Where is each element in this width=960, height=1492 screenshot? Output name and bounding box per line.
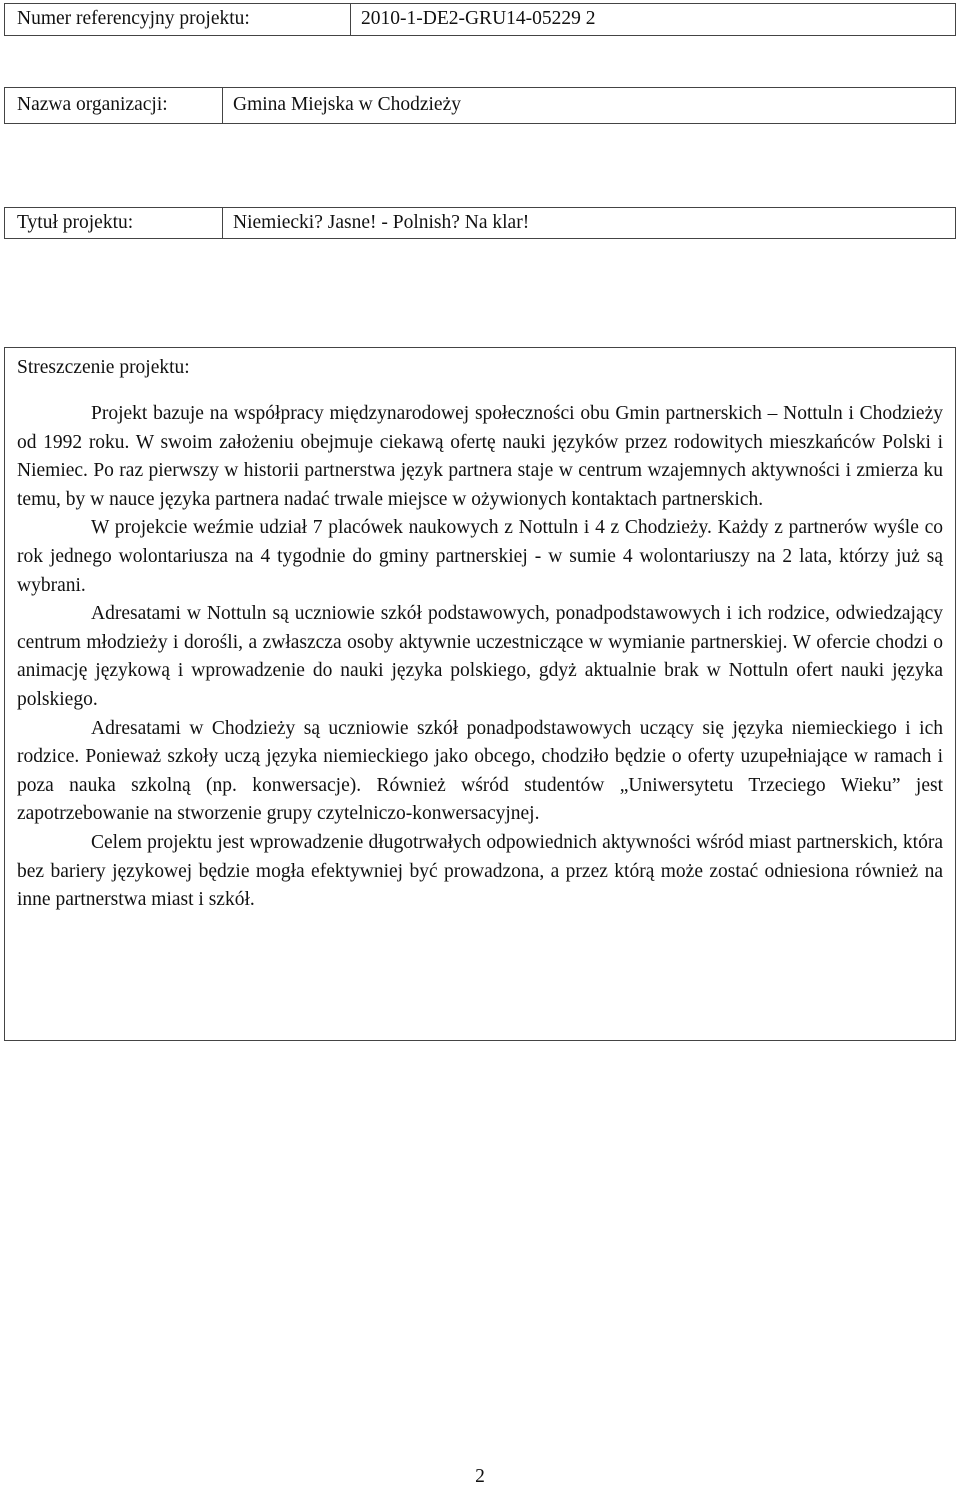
organization-row [4, 87, 956, 124]
organization-label: Nazwa organizacji: [5, 88, 223, 123]
project-title-row [4, 207, 956, 239]
project-title-value: Niemiecki? Jasne! - Polnish? Na klar! [233, 212, 530, 233]
summary-paragraph: W projekcie weźmie udział 7 placówek naukowych z Nottuln i 4 z Chodzieży. Każdy z partnerów wyśle co rok jednego wolontariusza na 4 tygodnie do gminy partnerskiej - w sumie 4 wolontariuszy na 2 lata, którzy już są wybrani. [17, 517, 943, 596]
organization-value: Gmina Miejska w Chodzieży [233, 94, 461, 115]
summary-paragraph: Adresatami w Chodzieży są uczniowie szkół ponadpodstawowych uczący się języka niemieckiego i ich rodzice. Ponieważ szkoły uczą języka niemieckiego jako obcego, chodziło będzie o oferty uzupełniające w ramach i poza nauka szkolną (np. konwersacje). Również wśród studentów „Uniwersytetu Trzeciego Wieku” jest zapotrzebowanie na stworzenie grupy czytelniczo-konwersacyjnej. [17, 717, 943, 825]
summary-label: Streszczenie projektu: [17, 357, 190, 378]
project-title-label: Tytuł projektu: [5, 208, 223, 238]
reference-number-label: Numer referencyjny projektu: [5, 4, 351, 35]
summary-paragraph: Celem projektu jest wprowadzenie długotrwałych odpowiednich aktywności wśród miast partnerskich, która bez bariery językowej będzie mogła efektywniej być prowadzona, a przez którą może zostać odniesiona również na inne partnerstwa miast i szkół. [17, 831, 943, 911]
summary-paragraph: Projekt bazuje na współpracy międzynarodowej społeczności obu Gmin partnerskich – Nottuln i Chodzieży od 1992 roku. W swoim założeniu obejmuje ciekawą ofertę nauki języków przez rodowitych mieszkańców Polski i Niemiec. Po raz pierwszy w historii partnerstwa język partnera staje w centrum wzajemnych aktywności i zmierza ku temu, by w nauce języka partnera nadać trwale miejsce w ożywionych kontaktach partnerskich. [17, 403, 943, 510]
reference-number-row [4, 3, 956, 36]
summary-paragraph: Adresatami w Nottuln są uczniowie szkół podstawowych, ponadpodstawowych i ich rodzice, odwiedzający centrum młodzieży i dorośli, a zwłaszcza osoby aktywnie uczestniczące w wymianie partnerskiej. W ofercie chodzi o animację językową i wprowadzenie do nauki języka polskiego, gdyż aktualnie brak w Nottuln ofert nauki języka polskiego. [17, 603, 943, 710]
page-number: 2 [475, 1466, 485, 1487]
project-summary-box [4, 347, 956, 1041]
reference-number-value: 2010-1-DE2-GRU14-05229 2 [361, 8, 596, 29]
